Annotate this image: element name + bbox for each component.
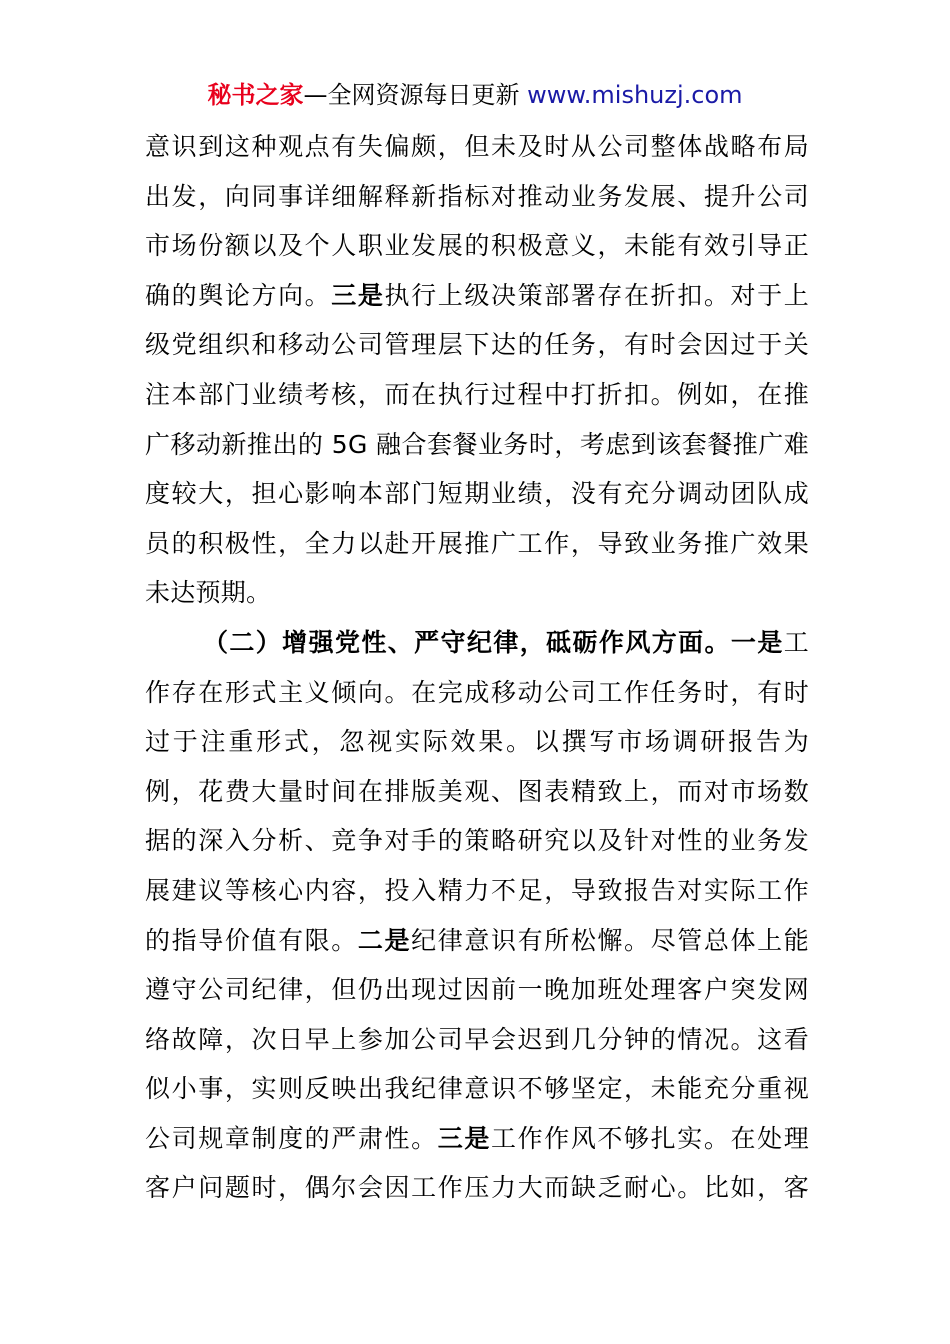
- text-segment: 展建议等核心内容，投入精力不足，导致报告对实际工作: [145, 875, 809, 905]
- text-line: [145, 469, 809, 519]
- text-line: [145, 618, 809, 668]
- text-line: [145, 1064, 809, 1114]
- text-segment: 客户问题时，偶尔会因工作压力大而缺乏耐心。比如，客: [145, 1173, 809, 1203]
- site-tagline: —全网资源每日更新: [303, 81, 528, 109]
- text-line: [145, 767, 809, 817]
- text-segment: 作存在形式主义倾向。在完成移动公司工作任务时，有时: [145, 677, 809, 707]
- text-line: [145, 568, 809, 618]
- text-segment: 广移动新推出的 5G 融合套餐业务时，考虑到该套餐推广难: [145, 429, 809, 459]
- bold-text-segment: 二是: [357, 925, 412, 955]
- text-line: [145, 172, 809, 222]
- text-line: [145, 221, 809, 271]
- text-line: [145, 1163, 809, 1213]
- text-segment: 似小事，实则反映出我纪律意识不够坚定，未能充分重视: [145, 1074, 809, 1104]
- text-line: [145, 717, 809, 767]
- text-segment: 的指导价值有限。: [145, 925, 358, 955]
- site-url-link[interactable]: www.mishuzj.com: [527, 81, 743, 109]
- text-segment: 员的积极性，全力以赴开展推广工作，导致业务推广效果: [145, 528, 809, 558]
- text-line: [145, 519, 809, 569]
- text-line: [145, 916, 809, 966]
- text-line: [145, 271, 809, 321]
- site-brand: 秘书之家: [207, 81, 304, 109]
- text-segment: 过于注重形式，忽视实际效果。以撰写市场调研报告为: [145, 727, 809, 757]
- text-segment: 公司规章制度的严肃性。: [145, 1123, 438, 1153]
- text-segment: 意识到这种观点有失偏颇，但未及时从公司整体战略布局: [145, 132, 809, 161]
- bold-text-segment: 一是: [730, 627, 784, 657]
- text-line: [145, 866, 809, 916]
- text-segment: 例，花费大量时间在排版美观、图表精致上，而对市场数: [145, 776, 809, 806]
- document-body: [145, 122, 809, 1213]
- text-segment: 出发，向同事详细解释新指标对推动业务发展、提升公司: [145, 181, 809, 211]
- text-segment: 未达预期。: [145, 578, 272, 608]
- text-line: [145, 320, 809, 370]
- text-segment: 注本部门业绩考核，而在执行过程中打折扣。例如，在推: [145, 379, 809, 409]
- text-line: [145, 1114, 809, 1164]
- text-segment: 据的深入分析、竞争对手的策略研究以及针对性的业务发: [145, 826, 809, 856]
- text-segment: 度较大，担心影响本部门短期业绩，没有充分调动团队成: [145, 479, 809, 509]
- text-segment: 纪律意识有所松懈。尽管总体上能: [411, 925, 809, 955]
- bold-text-segment: 三是: [437, 1123, 491, 1153]
- text-segment: 确的舆论方向。: [145, 280, 332, 310]
- text-line: [145, 668, 809, 718]
- text-line: [145, 965, 809, 1015]
- text-segment: 络故障，次日早上参加公司早会迟到几分钟的情况。这看: [145, 1024, 809, 1054]
- text-segment: 工: [783, 627, 809, 657]
- text-segment: 级党组织和移动公司管理层下达的任务，有时会因过于关: [145, 330, 809, 360]
- text-line: [145, 370, 809, 420]
- text-line: [145, 420, 809, 470]
- text-line: [145, 122, 809, 172]
- text-line: [145, 816, 809, 866]
- text-segment: 工作作风不够扎实。在处理: [490, 1123, 809, 1153]
- text-segment: 市场份额以及个人职业发展的积极意义，未能有效引导正: [145, 231, 809, 261]
- site-header: [0, 78, 950, 112]
- text-line: [145, 1015, 809, 1065]
- text-segment: 执行上级决策部署存在折扣。对于上: [384, 280, 809, 310]
- bold-text-segment: 三是: [331, 280, 385, 310]
- bold-text-segment: （二）增强党性、严守纪律，砥砺作风方面。: [203, 627, 731, 657]
- text-segment: 遵守公司纪律，但仍出现过因前一晚加班处理客户突发网: [145, 975, 809, 1005]
